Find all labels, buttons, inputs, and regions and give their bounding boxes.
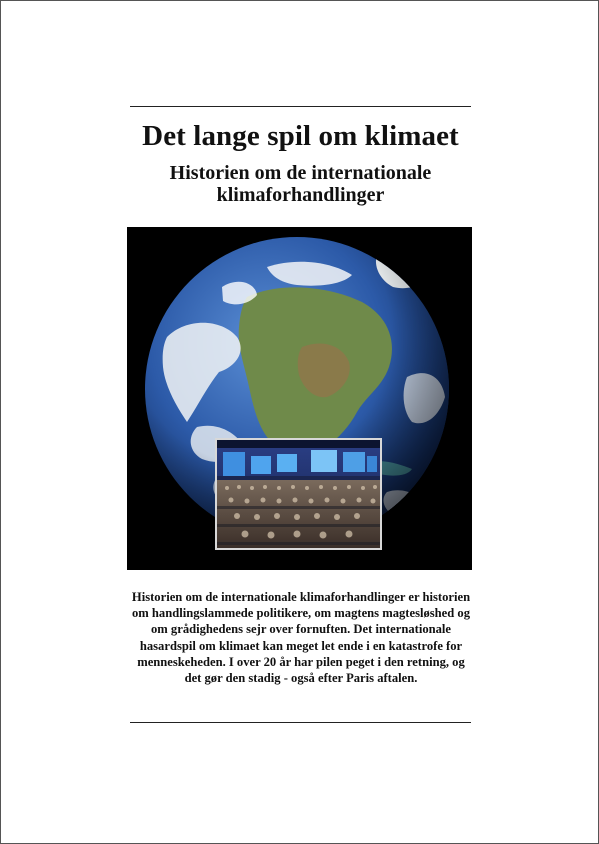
- bottom-divider: [130, 722, 471, 723]
- conference-hall-illustration: [217, 440, 380, 548]
- conference-hall-photo: [215, 438, 382, 550]
- page-title: Det lange spil om klimaet: [142, 120, 459, 152]
- page-subtitle: Historien om de internationale klimaforhandlinger: [169, 162, 432, 206]
- top-divider: [130, 106, 471, 107]
- cover-image: [127, 227, 472, 570]
- back-cover-blurb: Historien om de internationale klimaforhandlinger er historien om handlingslammede politikere, om magtens magtesløshed og om grådighedens sejr over fornuften. Det internationale hasardspil om klimaet kan meget let ende i en katastrofe for menneskeheden. I over 20 år har pilen peget i den retning, og det gør den stadig - også efter Paris aftalen.: [131, 590, 471, 686]
